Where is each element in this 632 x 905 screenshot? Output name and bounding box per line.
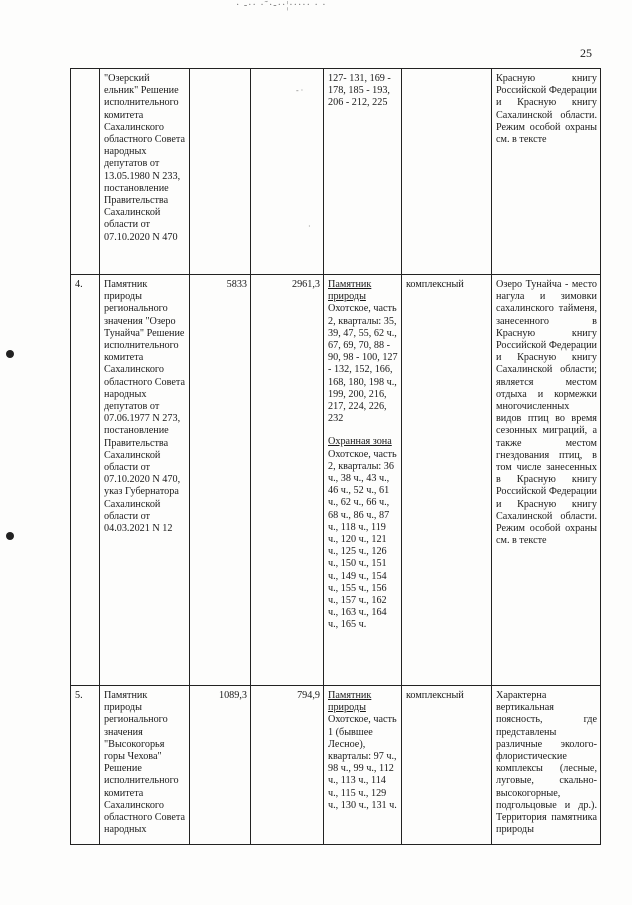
profile [402,69,492,275]
page-number: 25 [580,46,592,60]
area-protected-zone: 794,9 [251,686,324,845]
location-text: Охотское, часть 2, кварталы: 36 ч., 38 ч., 43 ч., 46 ч., 52 ч., 61 ч., 62 ч., 66 ч., 68 ч., 86 ч., 87 ч., 118 ч., 119 ч., 120 ч., 121 ч., 125 ч., 126 ч., 150 ч., 151 ч., 149 ч., 154 ч., 155 ч., 156 ч., 157 ч., 162 ч., 163 ч., 164 ч., 165 ч. [328,448,397,631]
location-heading: Охранная зона [328,436,392,448]
monument-name: "Озерский ельник" Решение исполнительного комитета Сахалинского областного Совета народных депутатов от 13.05.1980 N 233, постановление Правительства Сахалинской области от 07.10.2020 N 470 [100,69,190,275]
monument-name: Памятник природы регионального значения "Озеро Тунайча" Решение исполнительного комитета Сахалинского областного Совета народных депутатов от 07.06.1977 N 273, постановление Правительства Сахалинской области от 07.10.2020 N 470, указ Губернатора Сахалинской области от 04.03.2021 N 12 [100,275,190,686]
table-row [71,686,601,845]
location-cell [324,275,402,686]
table-row [71,275,601,686]
monument-name: Памятник природы регионального значения "Высокогорья горы Чехова" Решение исполнительного комитета Сахалинского областного Совета народных [100,686,190,845]
area-protected-zone [251,69,324,275]
location-text: Охотское, часть 2, кварталы: 35, 39, 47, 55, 62 ч., 67, 69, 70, 88 - 90, 98 - 100, 127 - 132, 152, 166, 168, 180, 198 ч., 199, 200, 216, 217, 224, 226, 232 [328,303,398,425]
area-total: 5833 [190,275,251,686]
location-cell [324,69,402,275]
row-number: 5. [71,686,100,845]
location-text: Охотское, часть 1 (бывшее Лесное), кварталы: 97 ч., 98 ч., 99 ч., 112 ч., 113 ч., 114 ч., 115 ч., 129 ч., 130 ч., 131 ч. [328,714,397,811]
binder-hole [6,350,14,358]
binder-hole [6,532,14,540]
scan-artifact: · [308,222,311,231]
location-text: 127- 131, 169 - 178, 185 - 193, 206 - 212, 225 [328,73,391,109]
row-number [71,69,100,275]
description: Озеро Тунайча - место нагула и зимовки сахалинского тайменя, занесенного в Красную книгу Российской Федерации и Красную книгу Сахалинской области; является местом отдыха и кормежки многочисленных видов птиц во время сезонных миграций, а также местом гнездования птиц, в том числе занесенных в Красную книгу Российской Федерации и Красную книгу Сахалинской области. Режим особой охраны см. в тексте [492,275,601,686]
area-total: 1089,3 [190,686,251,845]
table-row [71,69,601,275]
scan-artifact: - · [296,86,304,95]
description: Красную книгу Российской Федерации и Красную книгу Сахалинской области. Режим особой охраны см. в тексте [492,69,601,275]
location-heading: Памятник природы [328,279,372,303]
profile: комплексный [402,275,492,686]
row-number: 4. [71,275,100,686]
scan-mark: · -·· ·˜·-··¦····· · · [236,0,327,11]
area-total [190,69,251,275]
area-protected-zone: 2961,3 [251,275,324,686]
profile: комплексный [402,686,492,845]
location-cell [324,686,402,845]
nature-monuments-table [70,68,601,845]
location-heading: Памятник природы [328,690,372,714]
description: Характерна вертикальная поясность, где представлены различные эколого-флористические комплексы (лесные, луговые, скально-высокогорные, подгольцовые и др.). Территория памятника природы [492,686,601,845]
